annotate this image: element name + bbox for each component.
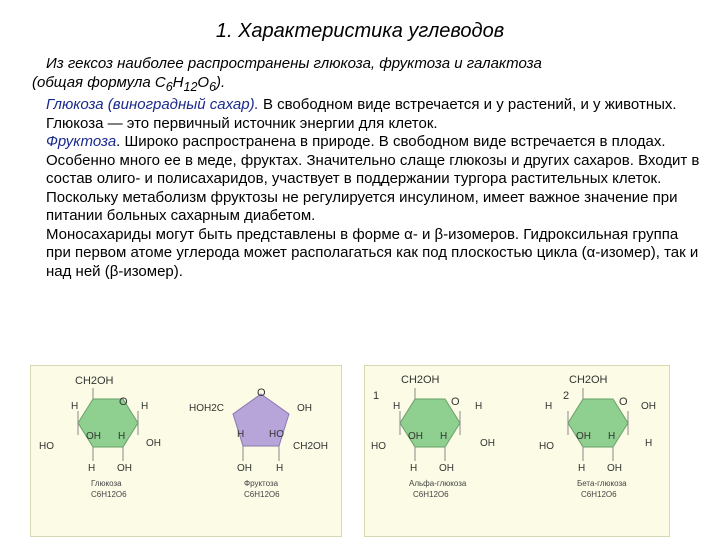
svg-text:H: H — [440, 431, 448, 442]
beta-number: 2 — [563, 390, 570, 402]
glucose-caption: Глюкоза — [91, 479, 122, 488]
svg-text:C6H12O6: C6H12O6 — [91, 490, 127, 499]
mono-paragraph: Моносахариды могут быть представлены в форме α- и β-изомеров. Гидроксильная группа при первом атоме углерода может располагаться как под плоскостью цикла (α-изомер), так и над ней (β-изомер). — [46, 225, 699, 280]
svg-text:C6H12O6: C6H12O6 — [244, 490, 280, 499]
svg-text:CH2OH: CH2OH — [401, 374, 440, 386]
svg-text:OH: OH — [480, 438, 495, 449]
glucose-paragraph: Глюкоза (виноградный сахар). В свободном виде встречается и у растений, и у животных. Глюкоза — это первичный источник энергии для клеток. — [46, 96, 677, 132]
svg-text:HO: HO — [39, 441, 54, 452]
figure-panel-glucose-fructose — [30, 365, 342, 537]
svg-text:OH: OH — [297, 403, 312, 414]
svg-text:OH: OH — [408, 431, 423, 442]
svg-text:H: H — [118, 431, 126, 442]
svg-text:HO: HO — [539, 441, 554, 452]
fructose-paragraph: Фруктоза. Широко распространена в природе. В свободном виде встречается в плодах. Особенно много ее в меде, фруктах. Значительно слаще глюкозы и других сахаров. Входит в состав олиго- и полисахаридов, участвует в поддержании тургора растительных клеток. Поскольку метаболизм фруктозы не регулируется инсулином, имеет важное значение при питании больных сахарным диабетом. — [46, 133, 700, 224]
svg-text:OH: OH — [439, 463, 454, 474]
page-title: 1. Характеристика углеводов — [215, 20, 505, 42]
svg-text:H: H — [578, 463, 586, 474]
svg-text:H: H — [237, 429, 245, 440]
svg-text:O: O — [451, 396, 460, 408]
svg-text:OH: OH — [146, 438, 161, 449]
svg-text:H: H — [393, 401, 401, 412]
svg-text:OH: OH — [607, 463, 622, 474]
svg-text:OH: OH — [237, 463, 252, 474]
svg-text:H: H — [645, 438, 653, 449]
svg-text:O: O — [257, 387, 266, 399]
glucose-ch2oh: CH2OH — [75, 375, 114, 387]
svg-text:C6H12O6: C6H12O6 — [581, 490, 617, 499]
svg-text:H: H — [141, 401, 149, 412]
alpha-caption: Альфа-глюкоза — [409, 479, 467, 488]
svg-text:O: O — [619, 396, 628, 408]
fructose-hoh2c: HOH2C — [189, 403, 225, 414]
svg-text:OH: OH — [576, 431, 591, 442]
beta-caption: Бета-глюкоза — [577, 479, 627, 488]
svg-text:O: O — [119, 396, 128, 408]
svg-text:HO: HO — [371, 441, 386, 452]
svg-text:H: H — [608, 431, 616, 442]
svg-text:H: H — [276, 463, 284, 474]
svg-text:H: H — [410, 463, 418, 474]
svg-text:OH: OH — [117, 463, 132, 474]
figure-panel-alpha-beta — [364, 365, 670, 537]
svg-text:OH: OH — [86, 431, 101, 442]
svg-text:H: H — [475, 401, 483, 412]
fructose-caption: Фруктоза — [244, 479, 279, 488]
glucose-term: Глюкоза (виноградный сахар). — [46, 96, 259, 113]
intro-line: Из гексоз наиболее распространены глюкоза, фруктоза и галактоза — [46, 55, 542, 72]
svg-text:C6H12O6: C6H12O6 — [413, 490, 449, 499]
body-text — [32, 55, 700, 281]
svg-text:H: H — [88, 463, 96, 474]
svg-text:CH2OH: CH2OH — [569, 374, 608, 386]
glucose-fructose-diagram — [31, 366, 341, 536]
svg-text:OH: OH — [641, 401, 656, 412]
alpha-beta-diagram — [365, 366, 669, 536]
alpha-number: 1 — [373, 390, 380, 402]
svg-text:CH2OH: CH2OH — [293, 441, 329, 452]
formula-line: (общая формула $C_6H_{12}O_6$). — [32, 73, 226, 94]
svg-text:H: H — [71, 401, 79, 412]
svg-text:HO: HO — [269, 429, 284, 440]
svg-text:H: H — [545, 401, 553, 412]
fructose-term: Фруктоза — [46, 133, 117, 150]
